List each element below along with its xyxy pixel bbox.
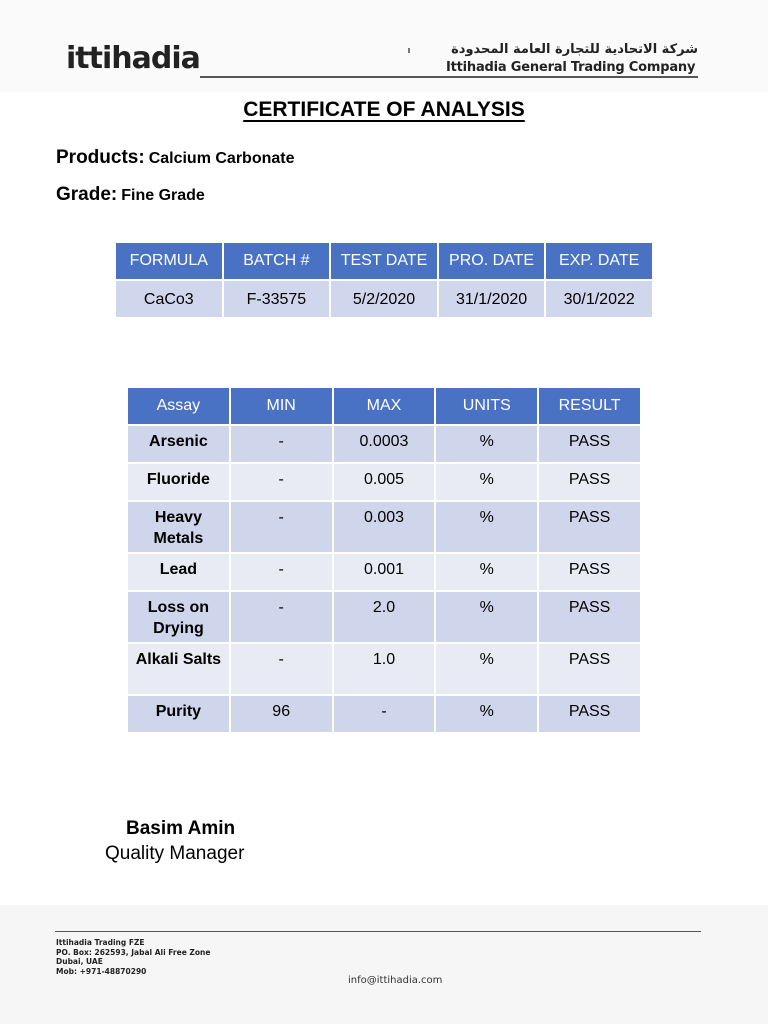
batch-cell: F-33575	[224, 281, 330, 317]
result-value: PASS	[539, 554, 640, 590]
result-value: PASS	[539, 644, 640, 694]
min-value: 96	[231, 696, 332, 732]
min-value: -	[231, 426, 332, 462]
header-max: MAX	[334, 388, 435, 424]
batch-table-header	[116, 243, 652, 279]
result-value: PASS	[539, 502, 640, 552]
result-value: PASS	[539, 426, 640, 462]
footer-company: Ittihadia Trading FZE	[56, 938, 145, 947]
table-row	[128, 464, 640, 500]
min-value: -	[231, 502, 332, 552]
table-row	[116, 281, 652, 317]
units-value: %	[436, 554, 537, 590]
header-test-date: TEST DATE	[331, 243, 437, 279]
min-value: -	[231, 592, 332, 642]
assay-name: Purity	[128, 696, 229, 732]
products-field	[56, 147, 295, 169]
header-min: MIN	[231, 388, 332, 424]
result-value: PASS	[539, 696, 640, 732]
grade-label: Grade:	[56, 184, 118, 205]
units-value: %	[436, 502, 537, 552]
table-row	[128, 696, 640, 732]
grade-field	[56, 184, 205, 206]
max-value: 0.005	[334, 464, 435, 500]
assay-table-header	[128, 388, 640, 424]
test-date-cell: 5/2/2020	[331, 281, 437, 317]
assay-name: Heavy Metals	[128, 502, 229, 552]
products-label: Products:	[56, 147, 145, 168]
header-assay: Assay	[128, 388, 229, 424]
signatory-title: Quality Manager	[105, 843, 245, 864]
min-value: -	[231, 464, 332, 500]
company-name-arabic: شركة الاتحادية للتجارة العامة المحدودة	[451, 42, 698, 57]
max-value: 2.0	[334, 592, 435, 642]
assay-table	[126, 386, 642, 734]
assay-name: Alkali Salts	[128, 644, 229, 694]
table-row	[128, 592, 640, 642]
signatory-name: Basim Amin	[126, 818, 236, 839]
max-value: 0.001	[334, 554, 435, 590]
assay-name: Arsenic	[128, 426, 229, 462]
max-value: 0.0003	[334, 426, 435, 462]
pro-date-cell: 31/1/2020	[439, 281, 545, 317]
header-exp-date: EXP. DATE	[546, 243, 652, 279]
max-value: 1.0	[334, 644, 435, 694]
result-value: PASS	[539, 592, 640, 642]
footer-phone: Mob: +971-48870290	[56, 966, 147, 976]
products-value: Calcium Carbonate	[148, 150, 295, 167]
footer-divider	[55, 931, 701, 932]
assay-name: Loss on Drying	[128, 592, 229, 642]
max-value: 0.003	[334, 502, 435, 552]
header-result: RESULT	[539, 388, 640, 424]
result-value: PASS	[539, 464, 640, 500]
max-value: -	[334, 696, 435, 732]
footer-email[interactable]: info@ittihadia.com	[348, 975, 443, 986]
batch-table	[114, 241, 654, 319]
table-row	[128, 502, 640, 552]
header-batch: BATCH #	[224, 243, 330, 279]
units-value: %	[436, 696, 537, 732]
company-logo: ittihadia	[66, 41, 200, 76]
assay-name: Lead	[128, 554, 229, 590]
footer-city: Dubai, UAE	[56, 957, 103, 966]
footer-address	[56, 938, 210, 976]
units-value: %	[436, 644, 537, 694]
units-value: %	[436, 426, 537, 462]
header-divider	[200, 76, 698, 78]
footer-po-box: PO. Box: 262593, Jabal Ali Free Zone	[56, 947, 211, 957]
header-tick	[408, 48, 410, 53]
document-title: CERTIFICATE OF ANALYSIS	[243, 98, 525, 121]
table-row	[128, 644, 640, 694]
grade-value: Fine Grade	[121, 187, 205, 204]
units-value: %	[436, 592, 537, 642]
formula-cell: CaCo3	[116, 281, 222, 317]
min-value: -	[231, 554, 332, 590]
header-units: UNITS	[436, 388, 537, 424]
min-value: -	[231, 644, 332, 694]
exp-date-cell: 30/1/2022	[546, 281, 652, 317]
header-pro-date: PRO. DATE	[439, 243, 545, 279]
assay-name: Fluoride	[128, 464, 229, 500]
company-name-english: Ittihadia General Trading Company	[446, 60, 696, 75]
header-formula: FORMULA	[116, 243, 222, 279]
units-value: %	[436, 464, 537, 500]
table-row	[128, 554, 640, 590]
table-row	[128, 426, 640, 462]
